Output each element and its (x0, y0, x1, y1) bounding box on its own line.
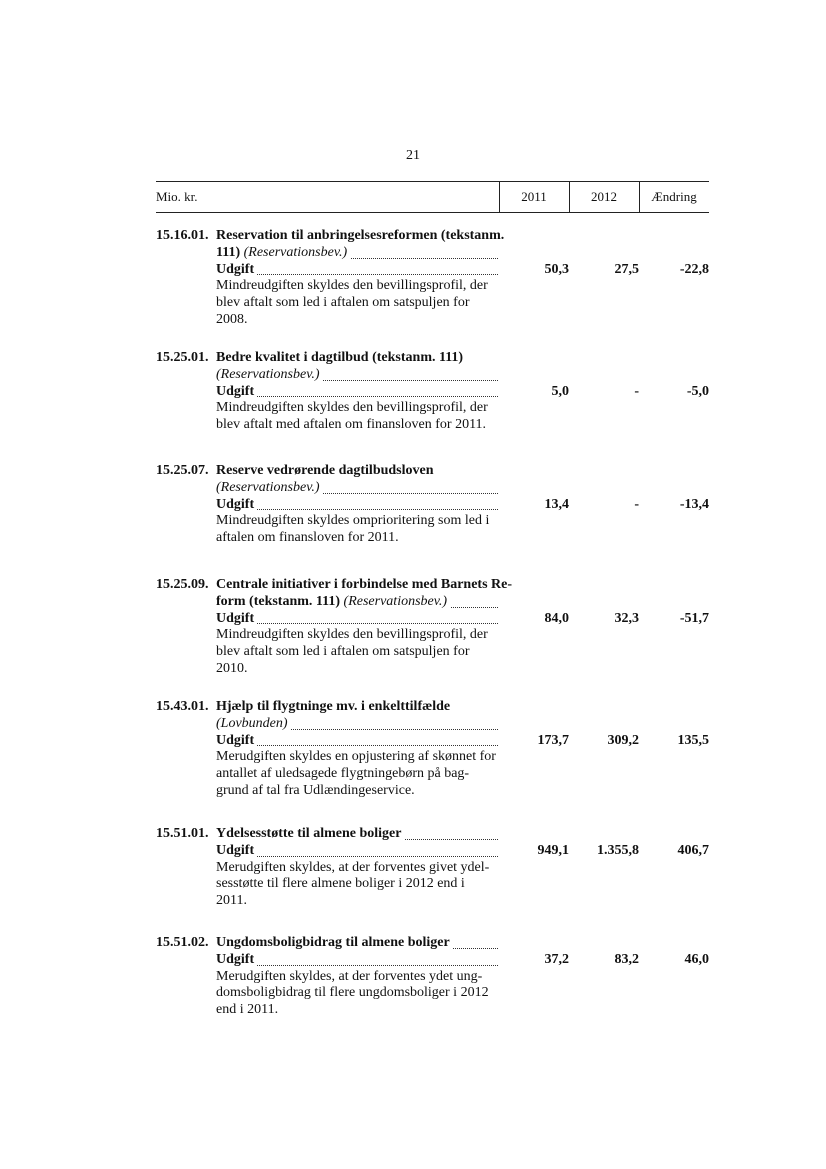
entry-description: Mindreudgiften skyldes omprioritering som led i (216, 513, 490, 529)
value-2011: 84,0 (544, 610, 569, 626)
value-2011: 5,0 (551, 383, 569, 399)
entry-description: Merudgiften skyldes en opjustering af skønnet for (216, 749, 496, 765)
value-change: 135,5 (677, 732, 709, 748)
entry-description: Mindreudgiften skyldes den bevillingsprofil, der (216, 627, 488, 643)
value-change: -13,4 (679, 496, 709, 512)
entry-body (216, 826, 498, 910)
entry-body (216, 577, 513, 678)
entry-description: domsboligbidrag til flere ungdomsboliger i 2012 (216, 985, 489, 1001)
row-label: Udgift (216, 733, 257, 748)
entry-tag: (Reservationsbev.) (343, 593, 448, 609)
account-code: 15.51.02. (156, 935, 209, 950)
value-change: -22,8 (679, 261, 709, 277)
account-code: 15.43.01. (156, 699, 209, 714)
entry-body (216, 699, 498, 800)
row-label: Udgift (216, 611, 257, 626)
entry-description: blev aftalt som led i aftalen om satspuljen for (216, 644, 470, 660)
col-2012-header: 2012 (591, 189, 617, 204)
value-2012: - (634, 383, 639, 399)
value-2012: 1.355,8 (597, 842, 639, 858)
value-2011: 949,1 (537, 842, 569, 858)
entry-title: form (tekstanm. 111) (216, 593, 341, 609)
value-2011: 13,4 (544, 496, 569, 512)
entry-body (216, 350, 498, 434)
col-2011-header: 2011 (521, 189, 547, 204)
unit-label: Mio. kr. (156, 189, 198, 204)
entry-body (216, 935, 498, 1019)
account-code: 15.51.01. (156, 826, 209, 841)
row-label: Udgift (216, 262, 257, 277)
entry-title: Ydelsesstøtte til almene boliger (216, 826, 404, 841)
row-label: Udgift (216, 952, 257, 967)
account-code: 15.16.01. (156, 228, 209, 243)
entry-tag: (Reservationsbev.) (243, 244, 348, 260)
entry-tag: (Reservationsbev.) (216, 366, 320, 382)
entry-title: Centrale initiativer i forbindelse med Barnets Re- (216, 577, 513, 592)
col-change-header: Ændring (651, 189, 697, 204)
entry-title: Bedre kvalitet i dagtilbud (tekstanm. 111) (216, 350, 464, 365)
entry-title: Ungdomsboligbidrag til almene boliger (216, 935, 453, 950)
entry-description: Merudgiften skyldes, at der forventes ydet ung- (216, 968, 483, 984)
value-change: 46,0 (684, 951, 709, 967)
entry-description: Merudgiften skyldes, at der forventes givet ydel- (216, 859, 490, 875)
entry-description: end i 2011. (216, 1002, 279, 1018)
account-code: 15.25.09. (156, 577, 209, 592)
value-2012: 27,5 (614, 261, 639, 277)
entry-title: Reservation til anbringelsesreformen (tekstanm. (216, 228, 505, 243)
entry-tag: (Reservationsbev.) (216, 479, 320, 495)
entry-body (216, 228, 505, 329)
row-label: Udgift (216, 384, 257, 399)
entry-description: Mindreudgiften skyldes den bevillingsprofil, der (216, 400, 488, 416)
entry-description: blev aftalt med aftalen om finansloven for 2011. (216, 417, 487, 433)
row-label: Udgift (216, 843, 257, 858)
entry-description: Mindreudgiften skyldes den bevillingsprofil, der (216, 278, 488, 294)
row-label: Udgift (216, 497, 257, 512)
entry-description: grund af tal fra Udlændingeservice. (216, 782, 415, 798)
value-2011: 50,3 (544, 261, 569, 277)
entry-title: Reserve vedrørende dagtilbudsloven (216, 463, 434, 478)
entry-title: Hjælp til flygtninge mv. i enkelttilfælde (216, 699, 451, 714)
value-change: 406,7 (677, 842, 709, 858)
value-2012: - (634, 496, 639, 512)
table-header (156, 181, 709, 213)
entry-description: 2008. (216, 311, 248, 327)
value-change: -5,0 (686, 383, 709, 399)
entry-description: 2011. (216, 893, 247, 909)
entry-tag: (Lovbunden) (216, 715, 288, 731)
value-2012: 83,2 (614, 951, 639, 967)
value-2011: 37,2 (544, 951, 569, 967)
entry-description: 2010. (216, 660, 248, 676)
entry-description: antallet af uledsagede flygtningebørn på bag- (216, 766, 470, 782)
entry-body (216, 463, 498, 547)
entry-title: 111) (216, 244, 241, 260)
account-code: 15.25.01. (156, 350, 209, 365)
value-2012: 309,2 (607, 732, 639, 748)
entry-description: blev aftalt som led i aftalen om satspuljen for (216, 295, 470, 311)
entry-description: sesstøtte til flere almene boliger i 2012 end i (216, 876, 465, 892)
value-change: -51,7 (679, 610, 709, 626)
account-code: 15.25.07. (156, 463, 209, 478)
entry-description: aftalen om finansloven for 2011. (216, 530, 399, 546)
page-number: 21 (406, 148, 420, 163)
value-2011: 173,7 (537, 732, 569, 748)
value-2012: 32,3 (614, 610, 639, 626)
